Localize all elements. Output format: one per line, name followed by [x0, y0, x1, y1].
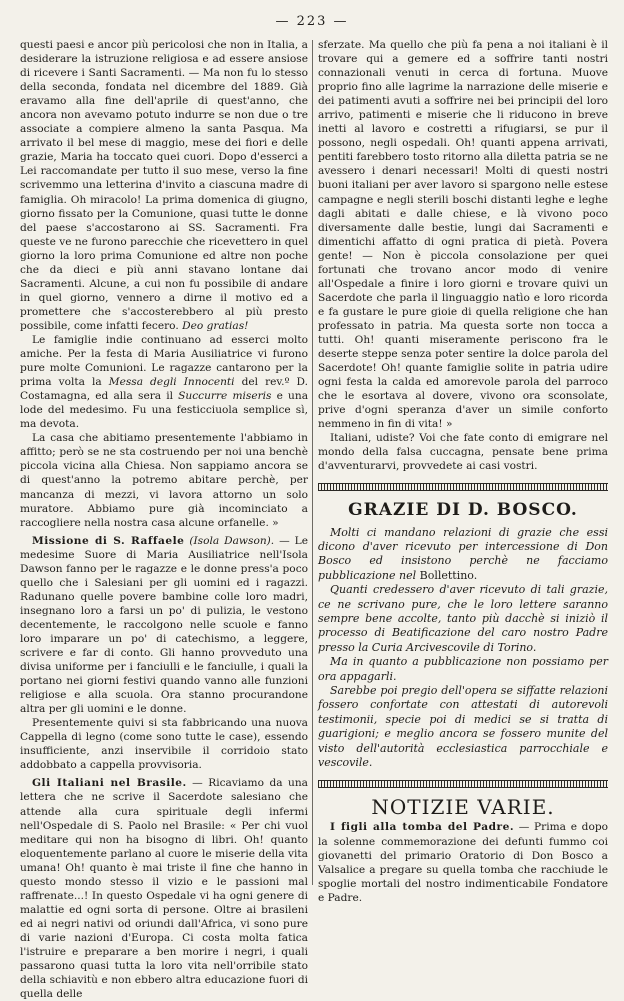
paragraph: Ma in quanto a pubblicazione non possiamo per ora appagarli.: [318, 655, 608, 683]
paragraph-text: e una lode del medesimo. Fu una festicciuola semplice sì, ma devota.: [20, 390, 309, 431]
paragraph: [20, 333, 308, 431]
section-missione: [20, 534, 308, 717]
page-number: — 223 —: [275, 14, 349, 29]
paragraph: Presentemente quivi si sta fabbricando una nuova Cappella di legno (come sono tutte le case), essendo insufficiente, anzi inservibile il corridoio stato addobbato a cappella provvisoria.: [20, 717, 308, 772]
bulletin-name: Bollettino.: [419, 568, 478, 582]
section-title: I figli alla tomba del Padre.: [330, 821, 515, 834]
paragraph: Quanti credessero d'aver ricevuto di tali grazie, ce ne scrivano pure, che le loro lettere saranno sempre bene accolte, tanto più dacchè si iniziò il processo di Beatificazione del caro nostro Padre presso la Curia Arcivescovile di Torino.: [318, 583, 608, 654]
section-brasile: [20, 776, 308, 1001]
paragraph: sferzate. Ma quello che più fa pena a noi italiani è il trovare qui a gemere ed a soffrire tanti nostri connazionali venuti in cerca di fortuna. Muove proprio fino alle lagrime la narrazione delle miserie e dei patimenti avuti a soffrire nei bei principii del loro arrivo, patimenti e miserie che li riducono in breve inetti al lavoro e costretti a rifugiarsi, se pur il possono, negli ospedali. Oh! quanti appena arrivati, pentiti farebbero tosto ritorno alla diletta patria se ne avessero i denari necessari! Molti di questi nostri buoni italiani per aver lavoro si spargono nelle estese campagne e negli sterili boschi distanti leghe e leghe dagli abitati e dalle chiese, e là vivono poco diversamente dalle bestie, lungi dai Sacramenti e dimentichi affatto di ogni pratica di pietà. Povera gente! — Non è piccola consolazione per quei fortunati che trovano ancor modo di venire all'Ospedale a finire i loro giorni e trovare quivi un Sacerdote che parla il linguaggio natìo e loro ricorda e fa gustare le pure gioie di quella religione che han professato in patria. Ma questa sorte non tocca a tutti. Oh! quanti miseramente periscono fra le deserte steppe senza poter sentire la dolce parola del Sacerdote! Oh! quante famiglie solite in patria udire ogni festa la calda ed amorevole parola del parroco che le esortava al dovere, vivono ora sconsolate, prive d'ogni speranza d'aver un simile conforto nemmeno in fin di vita! »: [318, 39, 608, 431]
paragraph: [20, 38, 308, 333]
emphasis-text: Succurre miseris: [178, 390, 272, 403]
paragraph: Italiani, udiste? Voi che fate conto di emigrare nel mondo della falsa cuccagna, pensate bene prima d'avventurarvi, provvedete ai casi vostri.: [318, 432, 608, 473]
right-column: [318, 38, 608, 905]
paragraph-text: — Ricaviamo da una lettera che ne scrive il Sacerdote salesiano che attende alla cura spirituale degli infermi nell'Ospedale di S. Paolo nel Brasile: « Per chi vuol meditare qui non ha bisogno di libri. Oh! quanto eloquentemente parlano al cuore le miserie della vita umana! Oh! quanto è mai triste il fine che hanno in questo mondo stesso il vizio e le passioni mal raffrenate...! In questo Ospedale vi ha ogni genere di malattie ed ogni sorta di persone. Oltre ai brasileni ed ai negri nativi od oriundi dall'Africa, vi sono pure di varie nazioni d'Europa. Ci costa molta fatica l'istruire e preparare a ben morire i negri, i quali passarono quasi tutta la loro vita nell'orribile stato della schiavitù e non ebbero altra educazione fuori di quella delle: [20, 777, 308, 1001]
paragraph-text: Le famiglie indie continuano ad esserci molto amiche. Per la festa di Maria Ausiliatrice vi furono pure molte Comunioni. Le ragazze cantarono per la prima volta la: [20, 333, 308, 389]
emphasis-text: Deo gratias!: [182, 319, 249, 332]
notizie-title: NOTIZIE VARIE.: [371, 795, 555, 820]
paragraph-text: questi paesi e ancor più pericolosi che non in Italia, a desiderare la istruzione religiosa e ad essere ansiose di ricevere i Santi Sacramenti. — Ma non fu lo stesso della seconda, fondata nel dicembre del 1889. Già eravamo alla fine dell'aprile di quest'anno, che ancora non avevamo potuto indurre se non due o tre associate a compiere almeno la santa Pasqua. Ma arrivato il bel mese di maggio, mese dei fiori e delle grazie, Maria ha toccato quei cuori. Dopo d'esserci a Lei raccomandate per tutto il suo mese, verso la fine scrivemmo una letterina d'invito a ciascuna madre di famiglia. Oh miracolo! La prima domenica di giugno, giorno fissato per la Comunione, quasi tutte le donne del paese s'accostarono ai SS. Sacramenti. Fra queste ve ne furono parecchie che ricevettero in quel giorno la loro prima Comunione ed altre non poche che da dieci e più anni stavano lontane dai Sacramenti. Alcune, a cui non fu possibile di andare in quel giorno, vennero a dirne il motivo ed a promettere che s'accosterebbero al più presto possibile, come infatti fecero.: [20, 39, 308, 332]
section-subtitle: (Isola Dawson).: [189, 534, 275, 547]
section-divider: [318, 483, 608, 491]
paragraph: Sarebbe poi pregio dell'opera se siffatte relazioni fossero confortate con attestati di autorevoli testimonii, specie poi di medici se si tratta di guarigioni; e meglio ancora se fossero munite del visto dell'autorità ecclesiastica parrocchiale e vescovile.: [318, 683, 608, 769]
column-divider: [312, 40, 313, 885]
paragraph-text: — Prima e dopo la solenne commemorazione dei defunti fummo coi giovanetti del primario Oratorio di Don Bosco a Valsalice a pregare su quella tomba che racchiude le spoglie mortali del nostro indimenticabile Fondatore e Padre.: [318, 821, 608, 904]
paragraph-text: Molti ci mandano relazioni di grazie che essi dicono d'aver ricevuto per intercessione di Don Bosco ed insistono perchè ne facciamo pubblicazione nel: [318, 525, 608, 582]
left-column: [20, 38, 308, 1001]
emphasis-text: Messa degli Innocenti: [108, 376, 235, 389]
grazie-section: [318, 526, 608, 771]
section-title: Gli Italiani nel Brasile.: [32, 777, 187, 790]
paragraph: [318, 526, 608, 584]
paragraph-text: — Le medesime Suore di Maria Ausiliatrice nell'Isola Dawson fanno per le ragazze e le donne press'a poco quello che i Salesiani per gli uomini ed i ragazzi. Radunano quelle povere bambine colle loro madri, insegnano loro a farsi un po' di pulizia, le vestono decentemente, le raccolgono nelle scuole e fanno loro imparare un po' di catechismo, a leggere, scrivere e far di conto. Gli hanno provveduto una divisa uniforme per i fanciulli e le fanciulle, i quali la portano nei giorni festivi quando vanno alle funzioni religiose e alla scuola. Ora stanno procurandone altra per gli uomini e le donne.: [20, 534, 308, 716]
grazie-title: GRAZIE DI D. BOSCO.: [348, 500, 578, 521]
paragraph: La casa che abitiamo presentemente l'abbiamo in affitto; però se ne sta costruendo per noi una benchè piccola vicina alla Chiesa. Non sappiamo ancora se di quest'anno la potremo abitare perchè, per mancanza di mezzi, vi lavora attorno un solo muratore. Abbiamo pure già incominciato a raccogliere nella nostra casa alcune orfanelle. »: [20, 432, 308, 529]
paragraph-text: del rev.º D. Costamagna, ed alla sera il: [20, 376, 308, 403]
section-title: Missione di S. Raffaele: [32, 534, 185, 547]
paragraph: [318, 820, 608, 904]
section-divider: [318, 780, 608, 788]
